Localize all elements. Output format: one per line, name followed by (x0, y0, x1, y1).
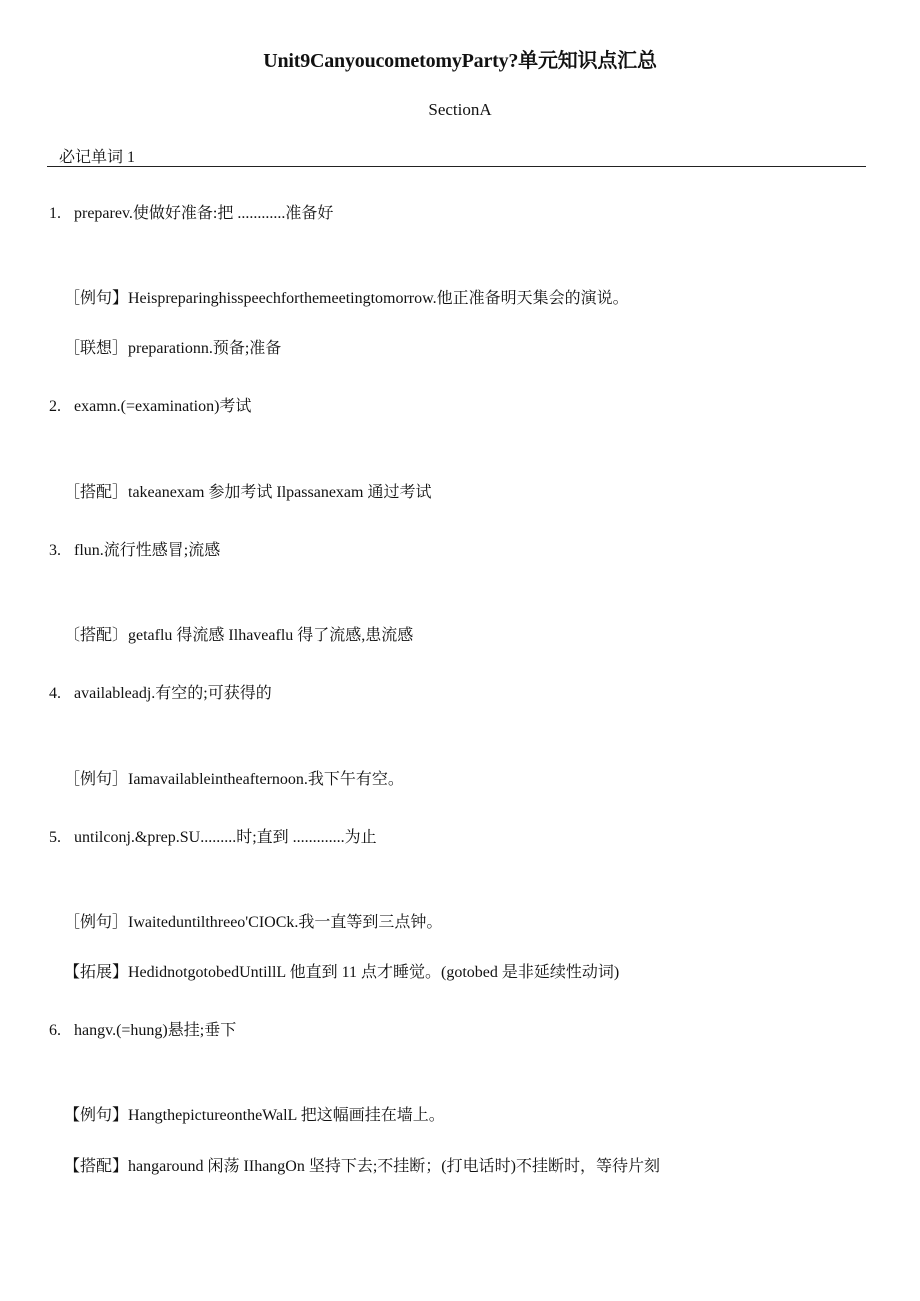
entry-6-collocation: 【搭配】hangaround 闲荡 IIhangOn 坚持下去;不挂断；(打电话时)不挂断时，等待片刻 (64, 1158, 660, 1175)
entry-number: 6. (49, 1022, 61, 1039)
vocab-entry-4 (49, 680, 272, 703)
entry-headword: examn.(=examination)考试 (74, 398, 252, 415)
entry-number: 5. (49, 829, 61, 846)
entry-6-example: 【例句】HangthepictureontheWalL 把这幅画挂在墙上。 (64, 1107, 445, 1124)
entry-1-association: ［联想］preparationn.预备;准备 (64, 340, 282, 357)
entry-number: 1. (49, 205, 61, 222)
vocab-entry-3 (49, 537, 220, 560)
entry-4-example: ［例句］Iamavailableintheafternoon.我下午有空。 (64, 771, 404, 788)
entry-5-example: ［例句］Iwaiteduntilthreeo'CIOCk.我一直等到三点钟。 (64, 914, 443, 931)
entry-2-collocation: ［搭配］takeanexam 参加考试 Ilpassanexam 通过考试 (64, 484, 432, 501)
heading-divider (47, 166, 866, 167)
entry-1-example: ［例句】Heispreparinghisspeechforthemeetingtomorrow.他正准备明天集会的演说。 (64, 290, 629, 307)
entry-number: 3. (49, 542, 61, 559)
vocab-entry-6 (49, 1017, 236, 1040)
entry-headword: preparev.使做好准备:把 ............准备好 (74, 205, 334, 222)
entry-headword: untilconj.&prep.SU.........时;直到 .............为止 (74, 829, 377, 846)
entry-number: 2. (49, 398, 61, 415)
entry-headword: hangv.(=hung)悬挂;垂下 (74, 1022, 237, 1039)
section-subtitle: SectionA (428, 100, 492, 119)
vocab-entry-2 (49, 393, 251, 416)
section-heading: 必记单词 1 (59, 149, 136, 166)
page-title: Unit9CanyoucometomyParty?单元知识点汇总 (263, 50, 657, 72)
entry-headword: flun.流行性感冒;流感 (74, 542, 221, 559)
entry-3-collocation: 〔搭配〕getaflu 得流感 Ilhaveaflu 得了流感,患流感 (64, 627, 414, 644)
vocab-entry-1 (49, 200, 333, 223)
entry-number: 4. (49, 685, 61, 702)
entry-headword: availableadj.有空的;可获得的 (74, 685, 272, 702)
entry-5-extension: 【拓展】HedidnotgotobedUntillL 他直到 11 点才睡觉。(gotobed 是非延续性动词) (64, 964, 620, 981)
vocab-entry-5 (49, 824, 377, 847)
